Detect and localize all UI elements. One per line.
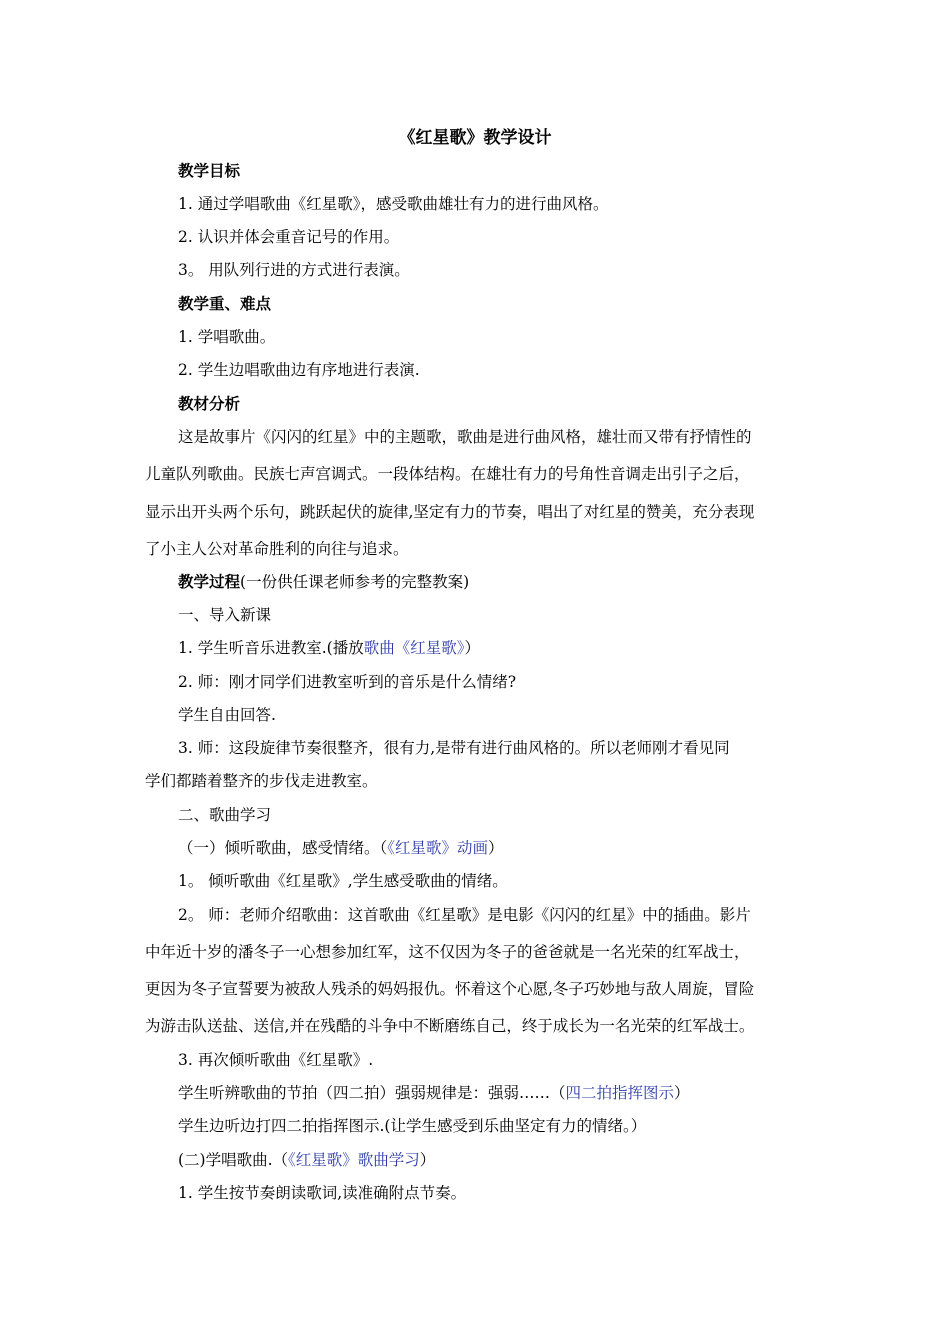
objective-item: 3。 用队列行进的方式进行表演。: [178, 261, 410, 279]
analysis-paragraph-line: 儿童队列歌曲。民族七声宫调式。一段体结构。在雄壮有力的号角性音调走出引子之后，: [145, 465, 750, 483]
process-item: 更因为冬子宣誓要为被敌人残杀的妈妈报仇。怀着这个心愿,冬子巧妙地与敌人周旋，冒险: [145, 980, 755, 998]
analysis-paragraph-line: 显示出开头两个乐句，跳跃起伏的旋律,坚定有力的节奏，唱出了对红星的赞美，充分表现: [145, 503, 755, 521]
process-item: 2。 师：老师介绍歌曲：这首歌曲《红星歌》是电影《闪闪的红星》中的插曲。影片: [178, 906, 751, 924]
subsection-text: (二)学唱歌曲.（: [178, 1151, 289, 1169]
process-item: 3. 师：这段旋律节奏很整齐，很有力,是带有进行曲风格的。所以老师刚才看见同: [178, 739, 730, 757]
subsection-text: （一）倾听歌曲，感受情绪。（: [178, 839, 388, 857]
analysis-paragraph-line: 了小主人公对革命胜利的向往与追求。: [145, 540, 409, 558]
key-point-item: 2. 学生边唱歌曲边有序地进行表演.: [178, 361, 420, 379]
song-link[interactable]: 歌曲《红星歌》: [363, 639, 465, 657]
process-item-text: 1. 学生听音乐进教室.(播放: [178, 639, 364, 657]
objective-item: 1. 通过学唱歌曲《红星歌》，感受歌曲雄壮有力的进行曲风格。: [178, 195, 609, 213]
analysis-paragraph-line: 这是故事片《闪闪的红星》中的主题歌，歌曲是进行曲风格，雄壮而又带有抒情性的: [178, 428, 752, 446]
animation-link[interactable]: 《红星歌》动画: [387, 839, 489, 857]
process-item: [178, 1082, 690, 1104]
process-item: 2. 师：刚才同学们进教室听到的音乐是什么情绪?: [178, 673, 517, 691]
song-learning-link[interactable]: 《红星歌》歌曲学习: [288, 1151, 420, 1169]
process-heading-note: (一份供任课老师参考的完整教案): [240, 573, 470, 591]
process-item-text: 学生听辨歌曲的节拍（四二拍）强弱规律是：强弱……（: [178, 1084, 566, 1102]
subsection-heading: [178, 837, 504, 859]
process-item: [178, 637, 480, 659]
process-item: 学生自由回答.: [178, 706, 276, 724]
process-item: 学们都踏着整齐的步伐走进教室。: [145, 772, 378, 790]
key-point-item: 1. 学唱歌曲。: [178, 328, 276, 346]
section-heading: 一、导入新课: [178, 606, 272, 624]
process-heading-line: [178, 571, 469, 593]
process-item: 为游击队送盐、送信,并在残酷的斗争中不断磨练自己，终于成长为一名光荣的红军战士。: [145, 1017, 755, 1035]
process-item-text: ）: [464, 639, 480, 657]
section-heading: 二、歌曲学习: [178, 806, 272, 824]
key-points-heading: 教学重、难点: [178, 294, 272, 313]
process-item-text: ）: [674, 1084, 690, 1102]
process-item: 1. 学生按节奏朗读歌词,读准确附点节奏。: [178, 1184, 467, 1202]
process-item: 1。 倾听歌曲《红星歌》,学生感受歌曲的情绪。: [178, 872, 508, 890]
subsection-text: ）: [488, 839, 504, 857]
document-title: 《红星歌》教学设计: [398, 128, 552, 148]
objectives-heading: 教学目标: [178, 161, 241, 180]
objective-item: 2. 认识并体会重音记号的作用。: [178, 228, 400, 246]
process-item: 3. 再次倾听歌曲《红星歌》.: [178, 1051, 374, 1069]
process-item: 学生边听边打四二拍指挥图示.(让学生感受到乐曲坚定有力的情绪。）: [178, 1117, 647, 1135]
subsection-text: ）: [419, 1151, 436, 1169]
conducting-diagram-link[interactable]: 四二拍指挥图示: [565, 1084, 675, 1102]
subsection-heading: [178, 1149, 435, 1171]
process-item: 中年近十岁的潘冬子一心想参加红军，这不仅因为冬子的爸爸就是一名光荣的红军战士，: [145, 943, 750, 961]
process-heading: 教学过程: [178, 572, 241, 591]
analysis-heading: 教材分析: [178, 394, 241, 413]
